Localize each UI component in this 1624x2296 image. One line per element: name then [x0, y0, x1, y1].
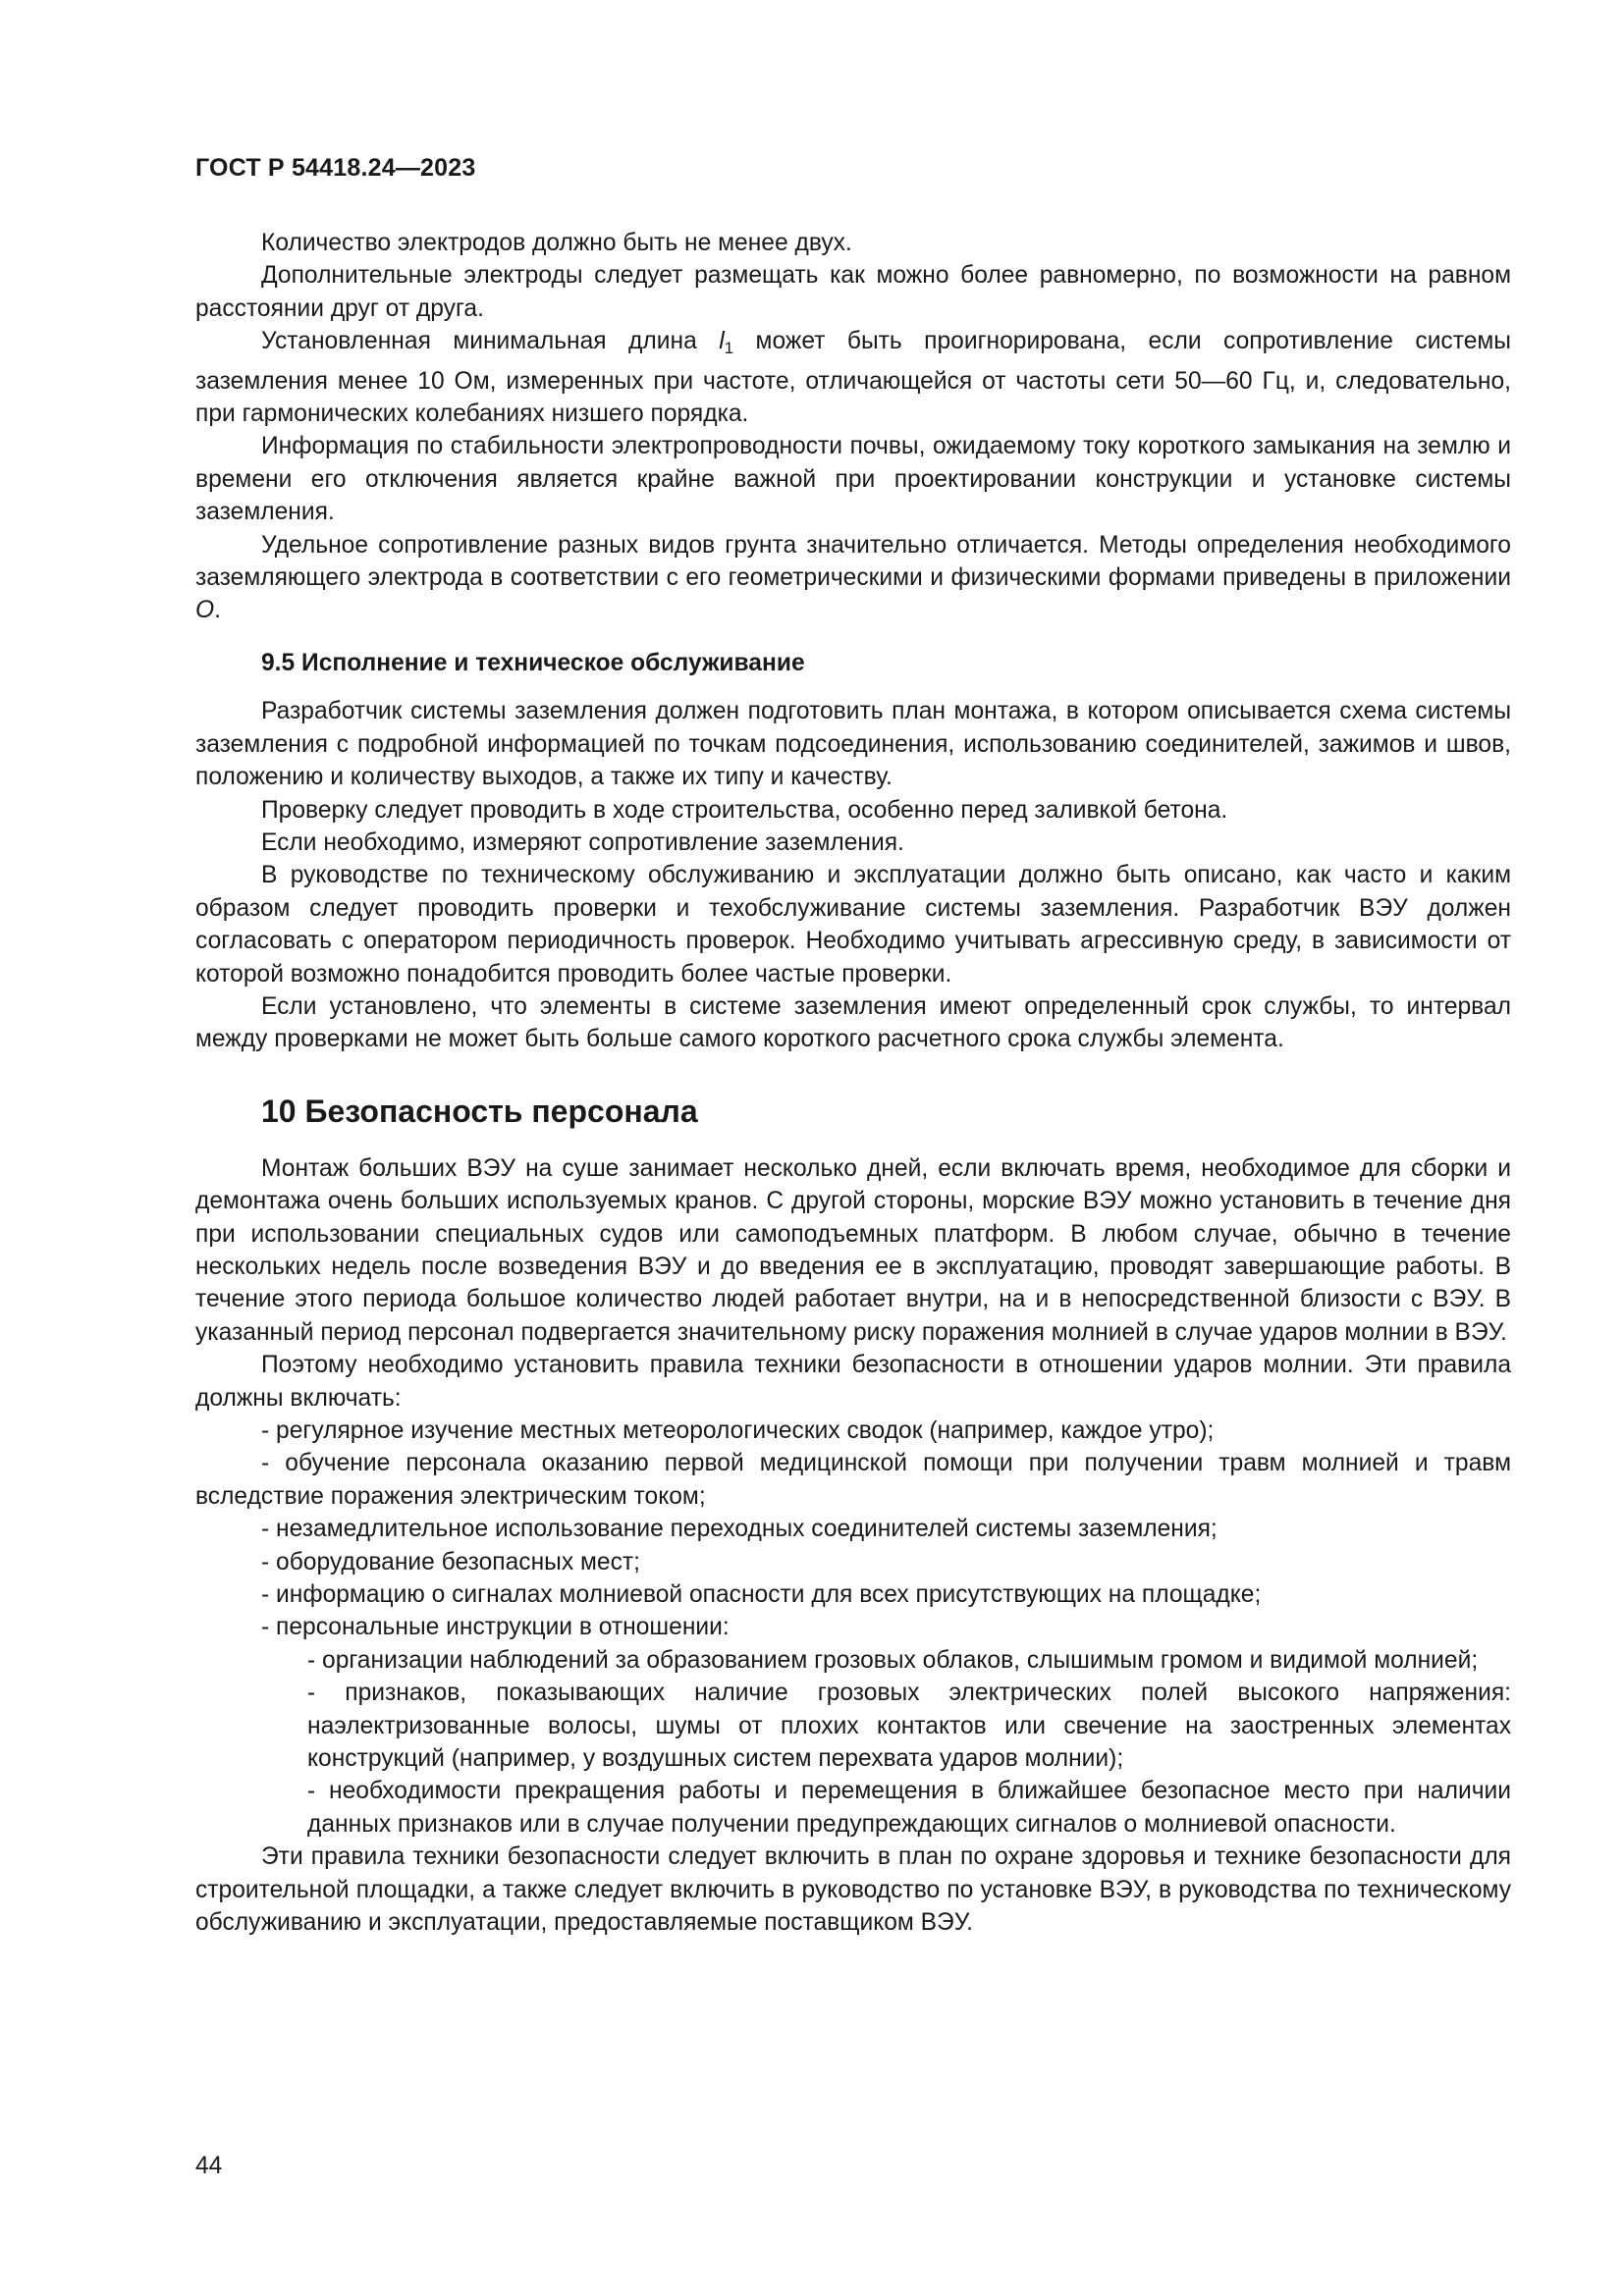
paragraph [195, 325, 1511, 430]
paragraph: Поэтому необходимо установить правила техники безопасности в отношении ударов молнии. Эти правила должны включать: [195, 1352, 1511, 1412]
paragraph: Проверку следует проводить в ходе строительства, особенно перед заливкой бетона. [261, 796, 1228, 824]
paragraph: Дополнительные электроды следует размещать как можно более равномерно, по возможности на равном расстоянии друг от друга. [195, 262, 1511, 322]
section-heading-10: 10 Безопасность персонала [261, 1093, 698, 1129]
paragraph-text: Установленная минимальная длина [261, 328, 720, 355]
sublist-item: - организации наблюдений за образованием грозовых облаков, слышимым громом и видимой молнией; [307, 1646, 1479, 1674]
list-item: - информацию о сигналах молниевой опасности для всех присутствующих на площадке; [261, 1581, 1262, 1609]
list-item: - персональные инструкции в отношении: [261, 1614, 730, 1641]
list-item: - оборудование безопасных мест; [261, 1548, 640, 1575]
paragraph-text: . [214, 597, 221, 624]
sublist-item: - необходимости прекращения работы и перемещения в ближайшее безопасное место при наличии данных признаков или в случае получении предупреждающих сигналов о молниевой опасности. [307, 1778, 1511, 1838]
variable-symbol: l [719, 328, 725, 355]
subscript: 1 [724, 339, 734, 358]
section-heading-9-5: 9.5 Исполнение и техническое обслуживание [261, 649, 805, 676]
page-body [195, 227, 1511, 1940]
list-item: - регулярное изучение местных метеорологических сводок (например, каждое утро); [261, 1417, 1215, 1444]
paragraph: Эти правила техники безопасности следует включить в план по охране здоровья и технике безопасности для строительной площадки, а также следует включить в руководство по установке ВЭУ, в руководства по техническому обслуживанию и эксплуатации, предоставляемые поставщиком ВЭУ. [195, 1843, 1511, 1937]
list-item: - обучение персонала оказанию первой медицинской помощи при получении травм молнией и травм вследствие поражения электрическим током; [195, 1450, 1511, 1510]
paragraph: Если установлено, что элементы в системе заземления имеют определенный срок службы, то интервал между проверками не может быть больше самого короткого расчетного срока службы элемента. [195, 992, 1511, 1053]
paragraph: Если необходимо, измеряют сопротивление заземления. [261, 828, 904, 856]
sublist-item: - признаков, показывающих наличие грозовых электрических полей высокого напряжения: наэлектризованные волосы, шумы от плохих контактов или свечение на заостренных элементах конструкций (например, у воздушных систем перехвата ударов молнии); [307, 1680, 1511, 1773]
paragraph: Разработчик системы заземления должен подготовить план монтажа, в котором описывается схема системы заземления с подробной информацией по точкам подсоединения, использованию соединителей, зажимов и швов, положению и количеству выходов, а также их типу и качеству. [195, 698, 1511, 791]
annex-reference: О [195, 597, 215, 624]
list-item: - незамедлительное использование переходных соединителей системы заземления; [261, 1516, 1218, 1543]
paragraph: Информация по стабильности электропроводности почвы, ожидаемому току короткого замыкания на землю и времени его отключения является крайне важной при проектировании конструкции и установке системы заземления. [195, 433, 1511, 526]
page-number: 44 [195, 2153, 223, 2179]
paragraph-text: может быть проигнорирована, если сопротивление системы заземления менее 10 Ом, измеренных при частоте, отличающейся от частоты сети 50—60 Гц, и, следовательно, при гармонических колебаниях низшего порядка. [195, 328, 1511, 428]
paragraph [195, 529, 1511, 627]
paragraph: Количество электродов должно быть не менее двух. [261, 230, 852, 256]
document-header: ГОСТ Р 54418.24—2023 [195, 154, 476, 182]
paragraph: Монтаж больших ВЭУ на суше занимает несколько дней, если включать время, необходимое для сборки и демонтажа очень больших используемых кранов. С другой стороны, морские ВЭУ можно установить в течение дня при использовании специальных судов или самоподъемных платформ. В любом случае, обычно в течение нескольких недель после возведения ВЭУ и до введения ее в эксплуатацию, проводят завершающие работы. В течение этого периода большое количество людей работает внутри, на и в непосредственной близости с ВЭУ. В указанный период персонал подвергается значительному риску поражения молнией в случае ударов молнии в ВЭУ. [195, 1154, 1511, 1346]
paragraph-text: Удельное сопротивление разных видов грунта значительно отличается. Методы определения необходимого заземляющего электрода в соответствии с его геометрическими и физическими формами приведены в приложении [195, 531, 1511, 592]
paragraph: В руководстве по техническому обслуживанию и эксплуатации должно быть описано, как часто и каким образом следует проводить проверки и техобслуживание системы заземления. Разработчик ВЭУ должен согласовать с оператором периодичность проверок. Необходимо учитывать агрессивную среду, в зависимости от которой возможно понадобится проводить более частые проверки. [195, 862, 1511, 988]
